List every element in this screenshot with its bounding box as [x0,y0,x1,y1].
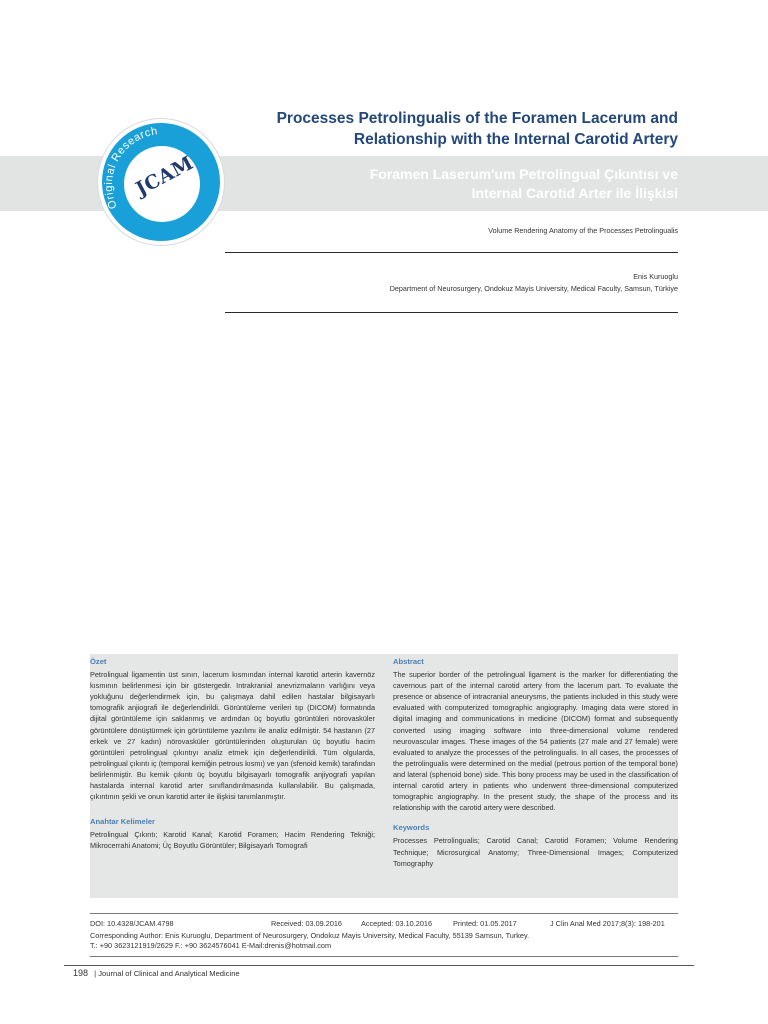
abstract-heading: Abstract [393,657,424,666]
page-footer [73,968,240,978]
printed-date: Printed: 01.05.2017 [453,919,517,928]
journal-name: | Journal of Clinical and Analytical Medicine [94,969,240,978]
article-info-box [90,913,678,957]
page-footer-rule [64,965,694,966]
article-title-tr [238,165,678,203]
abstract-tr-column [90,656,375,852]
anahtar-kelimeler-heading: Anahtar Kelimeler [90,817,155,827]
abstract-body: The superior border of the petrolingual ligament is the marker for differentiating the cavernous part of the internal carotid artery from the lacerum part. To evaluate the presence or absence of intracranial aneurysms, the patients included in this study were evaluated with computerized tomographic angiography. Imaging data were stored in digital imaging and communications in medicine (DICOM) format and subsequently converted using imaging software into three-dimensional volume rendered neurovascular images. These images of the 54 patients (27 male and 27 female) were evaluated to analyze the processes of the petrolingualis. In all cases, the processes of the petrolingualis were determined on the medial (petrous portion of the temporal bone) and lateral (sphenoid bone) side. This bony process may be used in the classification of internal carotid artery in patients who underwent three-dimensional computerized tomographic angiography. In the present study, the shape of the process and its relationship with the carotid artery were described. [393,670,678,813]
title-en-line-2: Relationship with the Internal Carotid Artery [353,131,678,148]
anahtar-kelimeler-body: Petrolingual Çıkıntı; Karotid Kanal; Karotid Foramen; Hacim Rendering Tekniği; Mikrocerrahi Anatomi; Üç Boyutlu Görüntüler; Bilgisayarlı Tomografi [90,830,375,851]
running-title: Volume Rendering Anatomy of the Processes Petrolingualis [488,226,678,235]
corresponding-author: Corresponding Author: Enis Kuruoglu, Department of Neurosurgery, Ondokuz Mayis University, Medical Faculty, 55139 Samsun, Turkey. [90,931,530,940]
ozet-heading: Özet [90,657,107,666]
ozet-body: Petrolingual ligamentin üst sınırı, lacerum kısmından internal karotid arterin kavernöz kısmının belirlenmesi için bir göstergedir. Intrakranial anevrizmaların varlığını veya yokluğunu değerlendirmek için, bu çalışmaya dahil edilen hastalar bilgisayarlı tomografik anjiografi ile değerlendirildi. Görüntüleme verileri tıp (DICOM) formatında dijital görüntüleme için saklanmış ve ardından üç boyutlu görüntüleri nörovasküler görüntülere dönüştürmek için görüntüleme yazılımı ile analiz edilmiştir. 54 hastanın (27 erkek ve 27 kadın) nörovasküler görüntülerinden oluşturulan üç boyutlu hacim görüntüleri petrolingual çıkıntıyı analiz etmek için değerlendirildi. Tüm olgularda, petrolingual çıkıntı iç (temporal kemiğin petrous kısmı) ve yan (sfenoid kemik) tarafından belirlenmiştir. Bu kemik çıkıntı üç boyutlu bilgisayarlı tomografik anjiyografi yapılan hastalarda internal karotid arter sınıflandırılmasında kullanılabilir. Bu çalışmada, çıkıntının şekli ve onun karotid arter ile ilişkisi tanımlanmıştır. [90,670,375,802]
journal-logo: JCAM [132,151,198,201]
keywords-heading: Keywords [393,823,430,833]
abstract-en-column [393,656,678,869]
divider-bottom [225,312,678,313]
author-affiliation: Department of Neurosurgery, Ondokuz Mayis University, Medical Faculty, Samsun, Türkiye [389,284,678,293]
received-date: Received: 03.09.2016 [271,919,342,928]
title-tr-line-2: Internal Carotid Arter ile İlişkisi [471,185,678,201]
title-en-line-1: Processes Petrolingualis of the Foramen Lacerum and [276,110,678,127]
badge-label: Original Research [102,125,159,211]
doi-text: DOI: 10.4328/JCAM.4798 [90,919,174,928]
divider-top [225,252,678,253]
article-title-en [238,108,678,150]
page-number: 198 [73,968,89,978]
contact-info: T.: +90 3623121919/2629 F.: +90 3624576041 E-Mail:drenis@hotmail.com [90,941,332,950]
author-name: Enis Kuruoglu [633,272,678,281]
title-tr-line-1: Foramen Laserum'um Petrolingual Çıkıntısı ve [369,166,678,182]
citation-text: J Clin Anal Med 2017;8(3): 198-201 [550,919,665,928]
accepted-date: Accepted: 03.10.2016 [361,919,432,928]
keywords-body: Processes Petrolingualis; Carotid Canal; Carotid Foramen; Volume Rendering Technique; Microsurgical Anatomy; Three-Dimensional Images; Computerized Tomography [393,836,678,868]
